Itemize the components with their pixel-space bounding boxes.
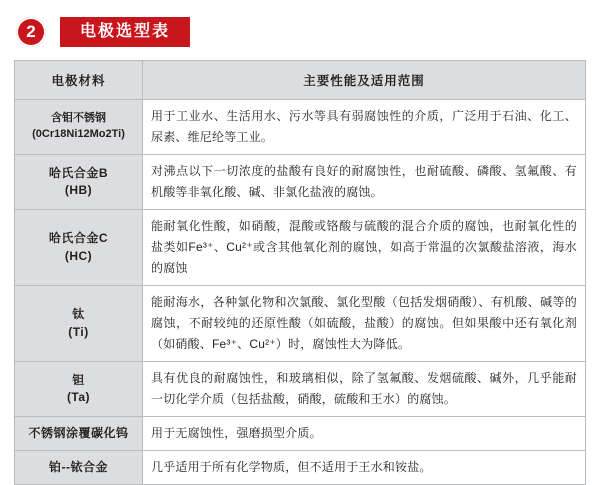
electrode-selection-table [14,60,586,485]
table-row [15,417,586,451]
cell-description: 具有优良的耐腐蚀性，和玻璃相似，除了氢氟酸、发烟硫酸、碱外，几乎能耐一切化学介质（包括盐酸，硝酸，硫酸和王水）的腐蚀。 [143,362,586,417]
cell-description: 能耐氧化性酸，如硝酸，混酸或铬酸与硫酸的混合介质的腐蚀，也耐氧化性的盐类如Fe³⁺、Cu²⁺或含其他氧化剂的腐蚀，如高于常温的次氯酸盐溶液，海水的腐蚀 [143,210,586,286]
table-row [15,286,586,362]
cell-description: 几乎适用于所有化学物质，但不适用于王水和铵盐。 [143,451,586,485]
material-line: (Ti) [68,324,89,339]
cell-material [15,100,143,155]
cell-material [15,210,143,286]
material-line: (Ta) [66,390,91,404]
table-row [15,362,586,417]
cell-description: 用于工业水、生活用水、污水等具有弱腐蚀性的介质，广泛用于石油、化工、尿素、维尼纶等工业。 [143,100,586,155]
material-line: (HC) [64,248,93,263]
table-row [15,451,586,485]
document-header [16,12,586,52]
cell-description: 用于无腐蚀性，强磨损型介质。 [143,417,586,451]
table-row [15,210,586,286]
table-body [15,100,586,485]
column-header-description: 主要性能及适用范围 [143,61,586,100]
material-line: 不锈钢涂覆碳化钨 [28,425,129,440]
material-line: (0Cr18Ni12Mo2Ti) [32,128,125,140]
material-line: 含钼不锈钢 [51,112,106,125]
cell-description: 对沸点以下一切浓度的盐酸有良好的耐腐蚀性，也耐硫酸、磷酸、氢氟酸、有机酸等非氧化酸、碱、非氯化盐液的腐蚀。 [143,155,586,210]
column-header-material: 电极材料 [15,61,143,100]
page-title: 电极选型表 [60,17,190,48]
cell-description: 能耐海水，各种氯化物和次氯酸、氯化型酸（包括发烟硝酸）、有机酸、碱等的腐蚀，不耐较纯的还原性酸（如硫酸，盐酸）的腐蚀。但如果酸中还有氧化剂（如硝酸、Fe³⁺、Cu²⁺）时，腐蚀性大为降低。 [143,286,586,362]
material-line: 哈氏合金C [48,231,109,246]
table-header-row [15,61,586,100]
cell-material [15,451,143,485]
material-line: (HB) [64,183,93,197]
material-line: 哈氏合金B [48,165,109,180]
cell-material [15,155,143,210]
cell-material [15,362,143,417]
material-line: 铂--铱合金 [49,459,108,474]
cell-material [15,286,143,362]
table-header [15,61,586,100]
material-line: 钽 [72,372,85,387]
table-row [15,100,586,155]
table-row [15,155,586,210]
material-line: 钛 [72,307,85,322]
cell-material [15,417,143,451]
section-number-badge: 2 [16,17,46,47]
